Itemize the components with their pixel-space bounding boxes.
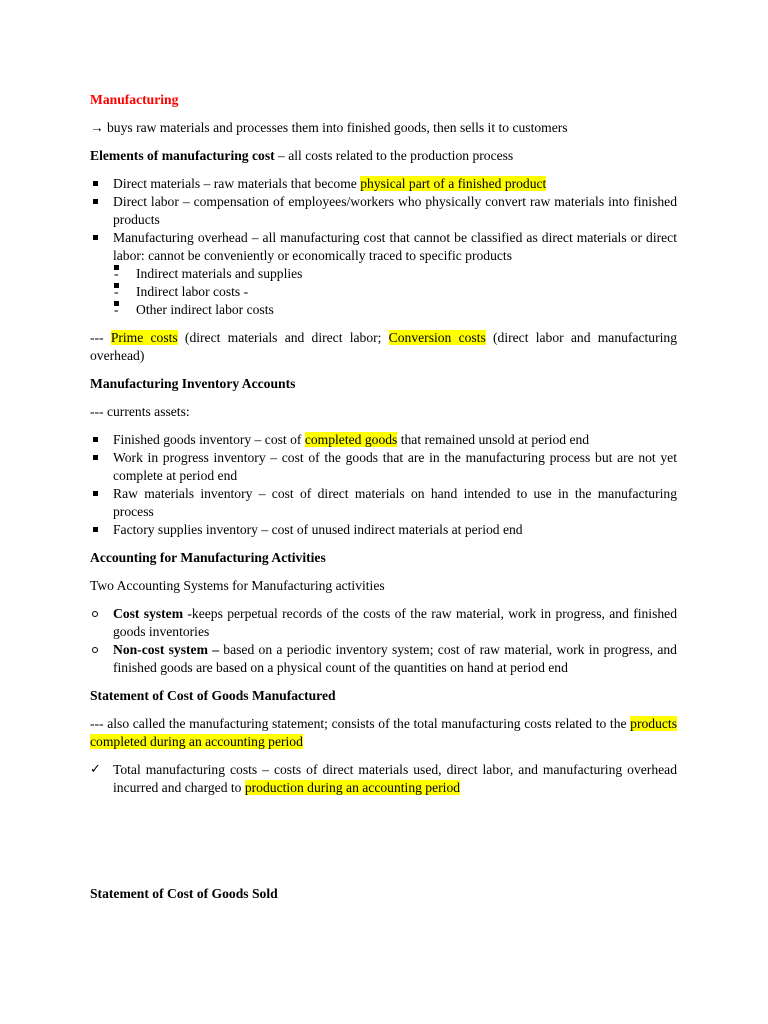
highlight: Prime costs [110, 330, 178, 345]
item-text: Direct materials – raw materials that become [113, 176, 361, 191]
list-item [90, 193, 677, 229]
list-item [90, 761, 677, 797]
highlight: products completed during an accounting period [90, 716, 677, 749]
list-item [90, 229, 677, 319]
blank-space [90, 807, 677, 885]
accounting-heading: Accounting for Manufacturing Activities [90, 550, 326, 565]
sub-list-item: - Other indirect labor costs [113, 301, 677, 319]
accounting-list [90, 605, 677, 677]
item-text: Raw materials inventory – cost of direct materials on hand intended to use in the manufacturing process [113, 486, 677, 519]
intro-text: → buys raw materials and processes them into finished goods, then sells it to customers [90, 120, 568, 135]
inventory-list [90, 431, 677, 539]
cogm-pre: --- also called the manufacturing statement; consists of the total manufacturing costs related to the [90, 716, 631, 731]
overhead-sublist [113, 265, 677, 319]
list-item [90, 175, 677, 193]
document-title: Manufacturing [90, 92, 179, 107]
item-text: -keeps perpetual records of the costs of the raw material, work in progress, and finished goods inventories [113, 606, 678, 639]
highlight: completed goods [304, 432, 398, 447]
item-text: Direct labor – compensation of employees/workers who physically convert raw materials into finished products [113, 194, 677, 227]
item-term: Non-cost system – [113, 642, 219, 657]
list-item [90, 641, 677, 677]
prime-pre: --- [90, 330, 111, 345]
item-text: Work in progress inventory – cost of the goods that are in the manufacturing process but are not yet complete at period end [113, 450, 677, 483]
highlight: Conversion costs [388, 330, 486, 345]
elements-list [90, 175, 677, 319]
item-text: that remained unsold at period end [397, 432, 590, 447]
elements-heading: Elements of manufacturing cost [90, 148, 275, 163]
item-text: Finished goods inventory – cost of [113, 432, 305, 447]
item-text: Factory supplies inventory – cost of unused indirect materials at period end [113, 522, 523, 537]
item-text: Total manufacturing costs – costs of direct materials used, direct labor, and manufacturing overhead incurred and charged to [113, 762, 677, 795]
prime-mid: (direct materials and direct labor; [177, 330, 389, 345]
list-item [90, 431, 677, 449]
inventory-note: --- currents assets: [90, 404, 190, 419]
cogs-heading: Statement of Cost of Goods Sold [90, 886, 278, 901]
item-text: based on a periodic inventory system; cost of raw material, work in progress, and finished goods are based on a physical count of the quantities on hand at period end [113, 642, 677, 675]
list-item [90, 605, 677, 641]
item-term: Cost system [113, 606, 184, 621]
elements-heading-rest: – all costs related to the production process [274, 148, 514, 163]
document-content [90, 91, 677, 913]
cogm-check-list [90, 761, 677, 797]
list-item [90, 521, 677, 539]
accounting-note: Two Accounting Systems for Manufacturing activities [90, 578, 385, 593]
elements-heading-line [90, 147, 677, 165]
highlight: production during an accounting period [244, 780, 461, 795]
item-text: Manufacturing overhead – all manufacturing cost that cannot be classified as direct materials or direct labor: cannot be conveniently or economically traced to specific products [113, 230, 677, 263]
cogm-heading: Statement of Cost of Goods Manufactured [90, 688, 336, 703]
inventory-heading: Manufacturing Inventory Accounts [90, 376, 296, 391]
list-item [90, 449, 677, 485]
sub-list-item: - Indirect materials and supplies [113, 265, 677, 283]
prime-post: (direct labor and manufacturing overhead) [90, 330, 678, 363]
highlight: physical part of a finished product [360, 176, 547, 191]
list-item [90, 485, 677, 521]
sub-list-item: - Indirect labor costs - [113, 283, 677, 301]
check-mark-icon: ✓ [90, 762, 101, 777]
prime-costs-line [90, 329, 677, 365]
cogm-text [90, 715, 677, 751]
